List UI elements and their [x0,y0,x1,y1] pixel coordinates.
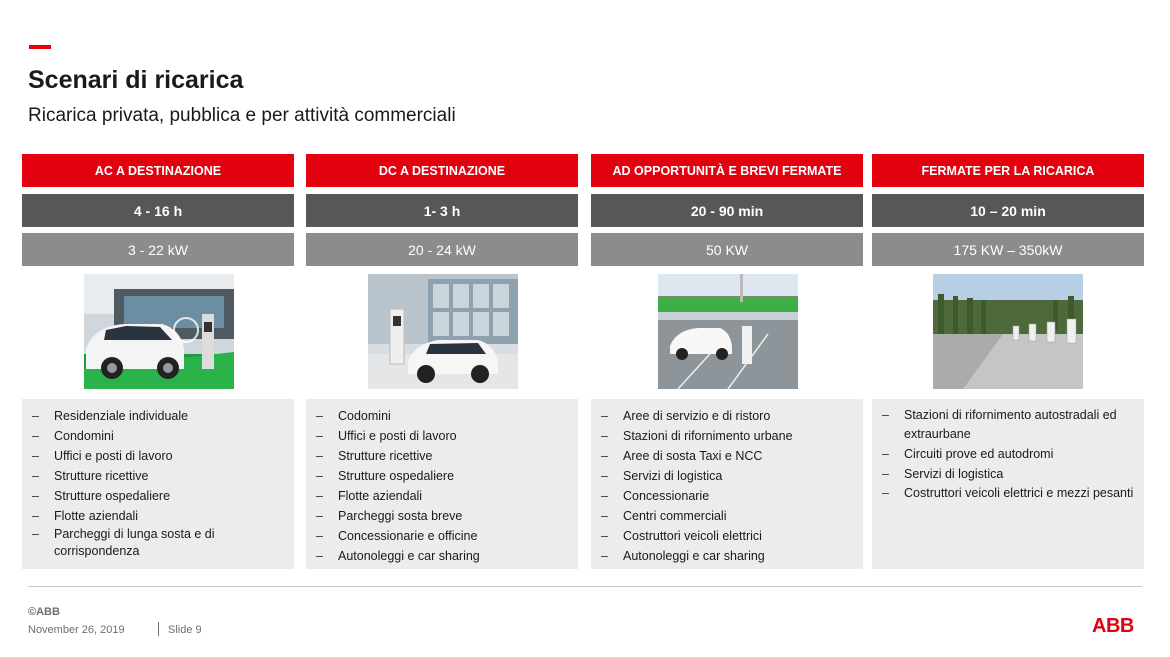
page-subtitle: Ricarica privata, pubblica e per attività commerciali [28,105,456,126]
list-item: – Parcheggi sosta breve [314,506,570,526]
scenario-list [306,399,578,569]
scenario-header: AD OPPORTUNITÀ E BREVI FERMATE [591,154,863,187]
footer-divider [28,586,1142,587]
list-item: – Autonoleggi e car sharing [599,546,855,566]
list-item: – Centri commerciali [599,506,855,526]
charge-duration: 10 – 20 min [872,194,1144,227]
copyright-text: ©ABB [28,606,60,618]
scenario-header: FERMATE PER LA RICARICA [872,154,1144,187]
list-item: – Costruttori veicoli elettrici [599,526,855,546]
charge-duration: 4 - 16 h [22,194,294,227]
svg-text:ABB: ABB [1092,615,1134,636]
charge-power: 175 KW – 350kW [872,233,1144,266]
slide-date: November 26, 2019 [28,624,125,636]
footer-separator [158,622,159,636]
abb-logo [1092,614,1142,636]
list-item: – Strutture ricettive [30,466,286,486]
list-item: – Strutture ospedaliere [314,466,570,486]
ev-charging-photo [933,274,1083,389]
list-item: – Uffici e posti di lavoro [30,446,286,466]
list-item: – Aree di servizio e di ristoro [599,406,855,426]
list-item: – Aree di sosta Taxi e NCC [599,446,855,466]
scenario-column-dc-destinazione [306,154,578,563]
scenario-list [22,399,294,569]
list-item: – Codomini [314,406,570,426]
scenario-header: DC A DESTINAZIONE [306,154,578,187]
list-item: – Flotte aziendali [30,506,286,526]
ev-charging-photo [84,274,234,389]
list-item: – Concessionarie e officine [314,526,570,546]
list-item: – Servizi di logistica [599,466,855,486]
ev-charging-photo [368,274,518,389]
list-item: – Stazioni di rifornimento urbane [599,426,855,446]
scenario-column-opportunita [591,154,863,563]
list-item: – Costruttori veicoli elettrici e mezzi pesanti [880,484,1136,503]
charge-power: 3 - 22 kW [22,233,294,266]
list-item: – Condomini [30,426,286,446]
list-item: – Concessionarie [599,486,855,506]
accent-bar [29,45,51,49]
charge-power: 50 KW [591,233,863,266]
list-item: – Residenziale individuale [30,406,286,426]
list-item: – Strutture ospedaliere [30,486,286,506]
charge-duration: 1- 3 h [306,194,578,227]
scenario-column-fermate-ricarica [872,154,1144,500]
slide-number: Slide 9 [168,624,202,636]
scenario-list [872,399,1144,569]
scenario-header: AC A DESTINAZIONE [22,154,294,187]
scenario-list [591,399,863,569]
list-item: – Autonoleggi e car sharing [314,546,570,566]
list-item: – Circuiti prove ed autodromi [880,444,1136,464]
list-item: – Flotte aziendali [314,486,570,506]
list-item: – Servizi di logistica [880,464,1136,484]
charge-power: 20 - 24 kW [306,233,578,266]
list-item: – Stazioni di rifornimento autostradali ed extraurbane [880,406,1136,444]
page-title: Scenari di ricarica [28,66,244,94]
list-item: – Strutture ricettive [314,446,570,466]
ev-charging-photo [658,274,798,389]
list-item: – Parcheggi di lunga sosta e di corrispondenza [30,526,286,560]
charge-duration: 20 - 90 min [591,194,863,227]
list-item: – Uffici e posti di lavoro [314,426,570,446]
scenario-column-ac-destinazione [22,154,294,558]
